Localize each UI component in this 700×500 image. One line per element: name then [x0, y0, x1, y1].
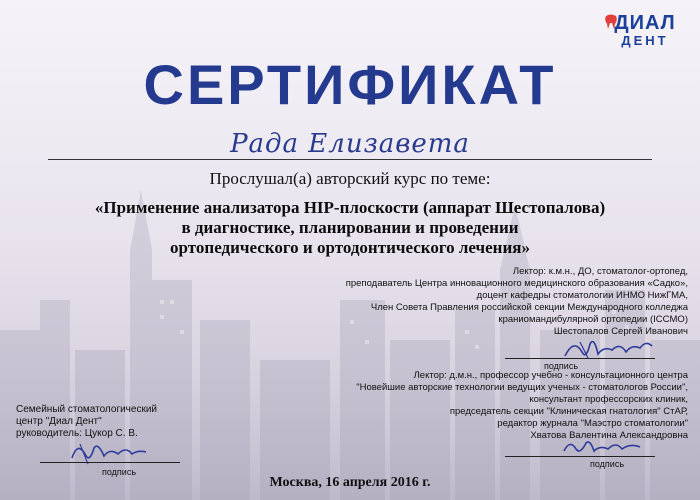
lecturer-2-block	[288, 370, 688, 442]
lecturer-2-signature-line	[505, 456, 655, 457]
lecturer-1-signature-caption: подпись	[544, 361, 579, 371]
lecturer-1-name: Шестопалов Сергей Иванович	[553, 326, 688, 337]
lecturer-1-block	[288, 266, 688, 338]
recipient-underline	[48, 159, 652, 160]
lecturer-2-signature-caption: подпись	[590, 459, 625, 469]
lecturer-1-line: преподаватель Центра инновационного медицинского образования «Садко»,	[345, 278, 688, 289]
course-line: в диагностике, планировании и проведении	[181, 218, 519, 237]
recipient-name: Рада Елизавета	[230, 129, 470, 159]
lecturer-1-line: Лектор: к.м.н., ДО, стоматолог-ортопед,	[512, 266, 688, 277]
clinic-line: Семейный стоматологический	[16, 404, 157, 415]
lecturer-2-line: Лектор: д.м.н., профессор учебно - консультационного центра	[413, 370, 688, 381]
lecturer-2-line: председатель секции "Клиническая гнатология" СтАР,	[449, 406, 688, 417]
lecturer-1-line: доцент кафедры стоматологии ИНМО НижГМА,	[476, 290, 688, 301]
dial-dent-logo	[600, 12, 690, 52]
course-line: ортопедического и ортодонтического лечения»	[170, 238, 530, 257]
lecturer-1-line: краниомандибулярной ортопедии (ICCMO)	[498, 314, 688, 325]
certificate-title: СЕРТИФИКАТ	[143, 53, 557, 116]
course-line: «Применение анализатора HIP-плоскости (аппарат Шестопалова)	[94, 198, 606, 217]
course-title	[30, 198, 670, 258]
lecturer-1-signature-line	[505, 358, 655, 359]
clinic-block	[16, 404, 196, 440]
place-and-date: Москва, 16 апреля 2016 г.	[269, 475, 431, 490]
logo-top-text: ДИАЛ	[614, 12, 676, 34]
clinic-signature-line	[40, 462, 180, 463]
clinic-signature-caption: подпись	[102, 467, 137, 477]
intro-text: Прослушал(а) авторский курс по теме:	[209, 169, 491, 188]
lecturer-2-line: консультант профессорских клиник,	[529, 394, 688, 405]
lecturer-2-line: редактор журнала "Маэстро стоматологии"	[497, 418, 688, 429]
logo-bottom-text: ДЕНТ	[621, 33, 669, 48]
lecturer-2-name: Хватова Валентина Александровна	[530, 430, 688, 441]
lecturer-1-signature	[560, 334, 655, 364]
lecturer-2-line: "Новейшие авторские технологии ведущих ученых - стоматологов России",	[356, 382, 688, 393]
clinic-head: руководитель: Цукор С. В.	[16, 428, 138, 439]
clinic-line: центр "Диал Дент"	[16, 416, 102, 427]
lecturer-1-line: Член Совета Правления российской секции Международного колледжа	[370, 302, 688, 313]
